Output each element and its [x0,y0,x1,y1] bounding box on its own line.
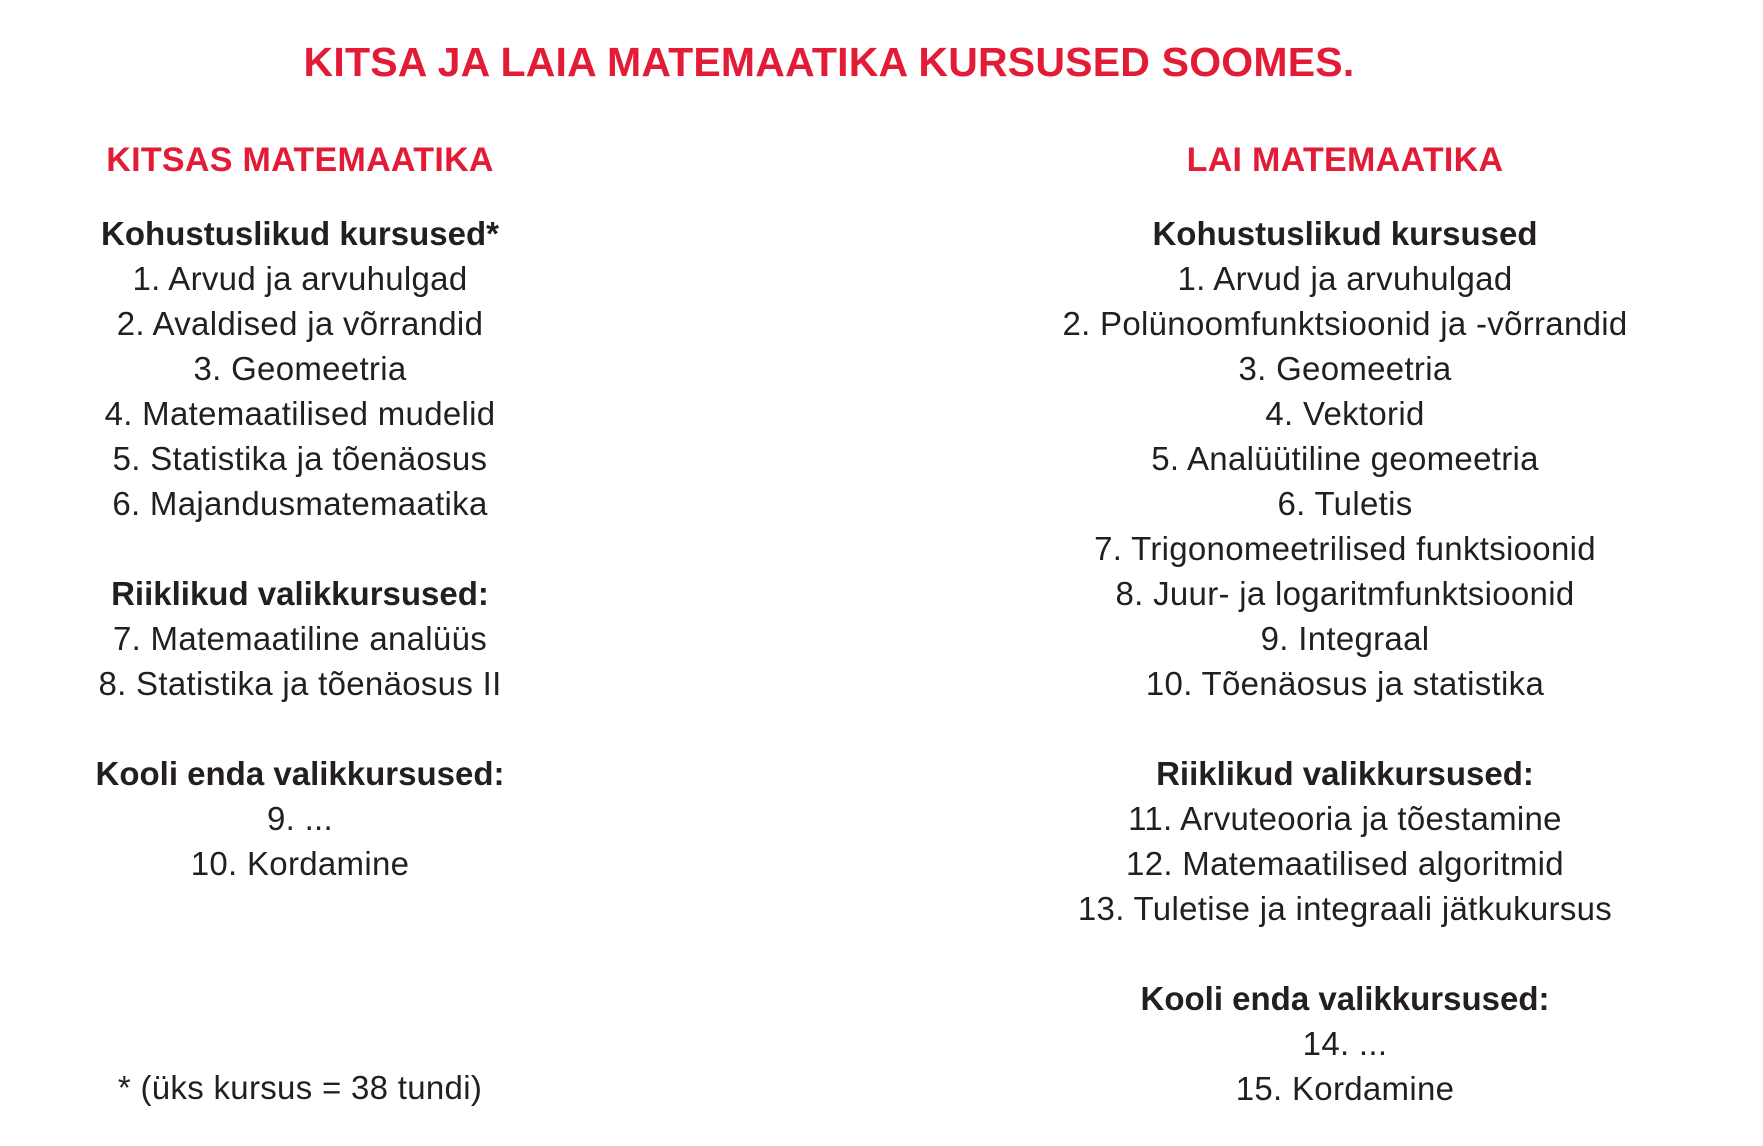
section-heading: Kooli enda valikkursused: [95,755,505,792]
narrow-national-electives-section [40,571,560,706]
course-item: 15. Kordamine [1235,1070,1455,1107]
course-item: 8. Juur- ja logaritmfunktsioonid [1115,575,1575,612]
footnote: * (üks kursus = 38 tundi) [117,1069,483,1106]
course-list [40,796,560,886]
course-item: 4. Vektorid [1265,395,1425,432]
course-list [980,256,1710,706]
section-heading: Kooli enda valikkursused: [1140,980,1550,1017]
course-item: 3. Geomeetria [193,350,407,387]
course-item: 11. Arvuteooria ja tõestamine [1128,800,1562,837]
course-item: 2. Polünoomfunktsioonid ja -võrrandid [1062,305,1628,342]
section-heading: Kohustuslikud kursused [1152,215,1538,252]
course-item: 5. Statistika ja tõenäosus [112,440,488,477]
course-list [980,796,1710,931]
course-item: 10. Kordamine [190,845,410,882]
course-item: 14. ... [1302,1025,1388,1062]
course-item: 1. Arvud ja arvuhulgad [132,260,468,297]
course-item: 8. Statistika ja tõenäosus II [98,665,502,702]
course-item: 6. Majandusmatemaatika [112,485,488,522]
broad-math-heading: LAI MATEMAATIKA [1186,141,1504,179]
section-heading: Riiklikud valikkursused: [1156,755,1534,792]
course-list [980,1021,1710,1111]
section-heading: Riiklikud valikkursused: [111,575,489,612]
broad-mandatory-section [980,211,1710,706]
course-list [40,256,560,526]
narrow-math-column [40,137,560,886]
broad-math-column [980,137,1710,1111]
course-item: 9. ... [267,800,333,837]
course-item: 9. Integraal [1260,620,1430,657]
narrow-mandatory-section [40,211,560,526]
course-item: 6. Tuletis [1277,485,1413,522]
section-heading: Kohustuslikud kursused* [101,215,499,252]
page-title: KITSA JA LAIA MATEMAATIKA KURSUSED SOOMES. [303,39,1355,85]
broad-school-electives-section [980,976,1710,1111]
course-item: 4. Matemaatilised mudelid [104,395,496,432]
narrow-school-electives-section [40,751,560,886]
narrow-math-heading: KITSAS MATEMAATIKA [106,141,494,179]
course-item: 7. Trigonomeetrilised funktsioonid [1094,530,1596,567]
course-item: 2. Avaldised ja võrrandid [116,305,484,342]
course-item: 10. Tõenäosus ja statistika [1145,665,1545,702]
course-list [40,616,560,706]
course-item: 1. Arvud ja arvuhulgad [1177,260,1513,297]
broad-national-electives-section [980,751,1710,931]
course-item: 13. Tuletise ja integraali jätkukursus [1077,890,1613,927]
course-item: 7. Matemaatiline analüüs [112,620,488,657]
course-item: 12. Matemaatilised algoritmid [1126,845,1564,882]
course-item: 3. Geomeetria [1238,350,1452,387]
course-item: 5. Analüütiline geomeetria [1151,440,1539,477]
